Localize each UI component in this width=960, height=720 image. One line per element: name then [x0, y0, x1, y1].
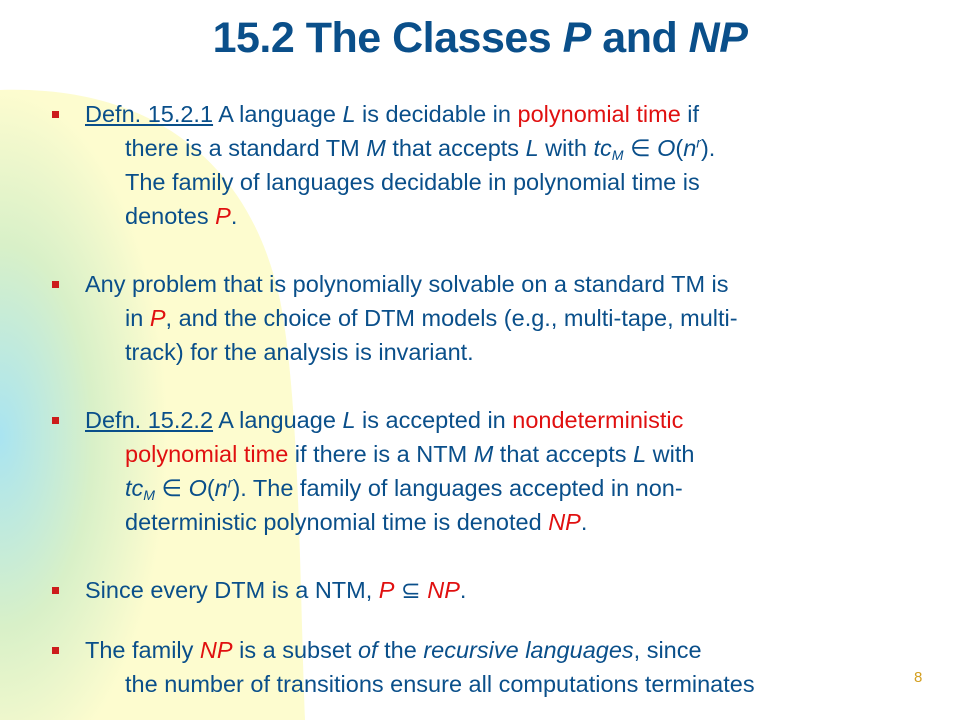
bullet-list: [52, 97, 912, 701]
bullet-np-recursive: [52, 633, 912, 701]
bullet-marker-icon: [52, 281, 59, 288]
bullet-line: The family of languages decidable in polynomial time is: [125, 169, 700, 195]
bullet-line: Since every DTM is a NTM, P ⊆ NP.: [85, 577, 467, 603]
bullet-line: The family NP is a subset of the recursive languages, since: [85, 637, 702, 663]
bullet-line: the number of transitions ensure all computations terminates: [125, 671, 755, 697]
bullet-defn-np: [52, 403, 912, 539]
bullet-line: there is a standard TM M that accepts L with $tc_M$ ∈ $O(n^r)$.: [125, 134, 716, 164]
bullet-line: Defn. 15.2.2 A language L is accepted in nondeterministic: [85, 407, 684, 433]
bullet-line: $tc_M$ ∈ $O(n^r)$. The family of languages accepted in non-: [125, 474, 683, 504]
bullet-line: denotes P.: [125, 203, 238, 229]
bullet-line: deterministic polynomial time is denoted NP.: [125, 509, 588, 535]
bullet-marker-icon: [52, 111, 59, 118]
page-number: 8: [914, 669, 923, 686]
bullet-defn-p: [52, 97, 912, 233]
slide-title: 15.2 The Classes P and NP: [212, 14, 748, 62]
bullet-polynomial-solvable: [52, 267, 912, 369]
bullet-line: Any problem that is polynomially solvable on a standard TM is: [85, 271, 729, 297]
bullet-line: Defn. 15.2.1 A language L is decidable in polynomial time if: [85, 101, 700, 127]
bullet-marker-icon: [52, 417, 59, 424]
bullet-p-subset-np: [52, 573, 912, 607]
bullet-line: in P, and the choice of DTM models (e.g., multi-tape, multi-: [125, 305, 738, 331]
bullet-line: track) for the analysis is invariant.: [125, 339, 474, 365]
bullet-marker-icon: [52, 647, 59, 654]
bullet-line: polynomial time if there is a NTM M that accepts L with: [125, 441, 695, 467]
bullet-marker-icon: [52, 587, 59, 594]
